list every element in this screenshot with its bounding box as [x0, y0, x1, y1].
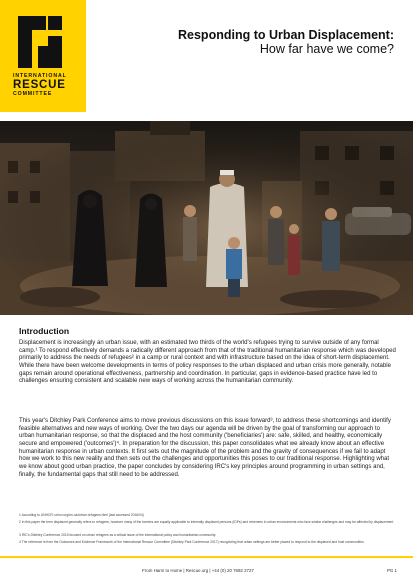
- page-title: Responding to Urban Displacement:: [178, 28, 394, 42]
- irc-logo: [0, 0, 86, 112]
- footnote-2: 2 In this paper the term displaced generally refers to refugees, however many of the barriers are equally applicable to internally displaced persons (IDPs) and returnees in urban environments who face similar challenges and may be affected by displacement.: [19, 520, 395, 524]
- footnote-1: 1 According to UNHCR: unhcr.org/en-us/urban-refugees.html (last accessed 2016/04): [19, 513, 144, 517]
- irc-logo-mark-icon: [18, 16, 62, 68]
- footnote-4: 4 The reference is from the Outcomes and Evidence Framework of the International Rescue Committee (Ditchley Park Conference 2017) recognizing that urban settings are better placed to respond to the displaced and host communities.: [19, 540, 365, 544]
- family-photo-icon: [0, 121, 413, 315]
- logo-line-committee: COMMITTEE: [13, 91, 53, 97]
- logo-line-international: INTERNATIONAL: [13, 73, 67, 79]
- logo-wordmark: [13, 73, 83, 97]
- footnote-3: 3 IRC's Ditchley Conference 2015 focused on urban refugees as a critical issue of the international policy and humanitarian community.: [19, 533, 217, 537]
- page-subtitle: How far have we come?: [259, 42, 394, 56]
- footer-divider: [0, 556, 413, 558]
- intro-paragraph-1: Displacement is increasingly an urban issue, with an estimated two thirds of the world's refugees trying to survive outside of any formal camp.¹ To respond effectively demands a radically different approach from that of the traditional humanitarian response which was developed primarily to address the needs of refugees² in a camp or rural context and with infrastructure based on the idea of short-term displacement. While there have been welcome developments in terms of policy responses to the urban displaced and urban crisis more generally, notable gaps remain around operational effectiveness, partnership and coordination. In particular, gaps in evidence-based practice have led to challenges ensuring consistent and scalable new ways of working across the humanitarian community.: [19, 340, 396, 385]
- intro-paragraph-2: This year's Ditchley Park Conference aims to move previous discussions on this issue forward³, to address these shortcomings and identify feasible alternatives and new ways of working. Over the two days our agenda will be driven by the goal of transforming our approach to urban humanitarian response, so that the displaced and the host community ('beneficiaries') are: safe, skilled, and healthy, economically secure and empowered ('outcomes')⁴. In preparation for the discussion, this paper consolidates what we already know about an effective humanitarian response in urban contexts. It first sets out the magnitude of the problem and the gravity of consequences if we fail to adapt how we work to this new reality and then sets out the challenges and opportunities this poses to our traditional response. Highlighting what we know about good urban practice, the paper concludes by considering IRC's key principles around programming in urban settings and, finally, the fundamental gaps that still need to be addressed.: [19, 418, 391, 478]
- footer-text: From Harm to Home | Rescue.org | +44 (0) 20 7692 2727: [142, 568, 254, 573]
- section-heading-introduction: Introduction: [19, 326, 70, 336]
- cover-photo: [0, 121, 413, 315]
- logo-line-rescue: RESCUE: [13, 79, 66, 91]
- page-number: PG 1: [386, 568, 397, 573]
- title-block: [96, 0, 413, 112]
